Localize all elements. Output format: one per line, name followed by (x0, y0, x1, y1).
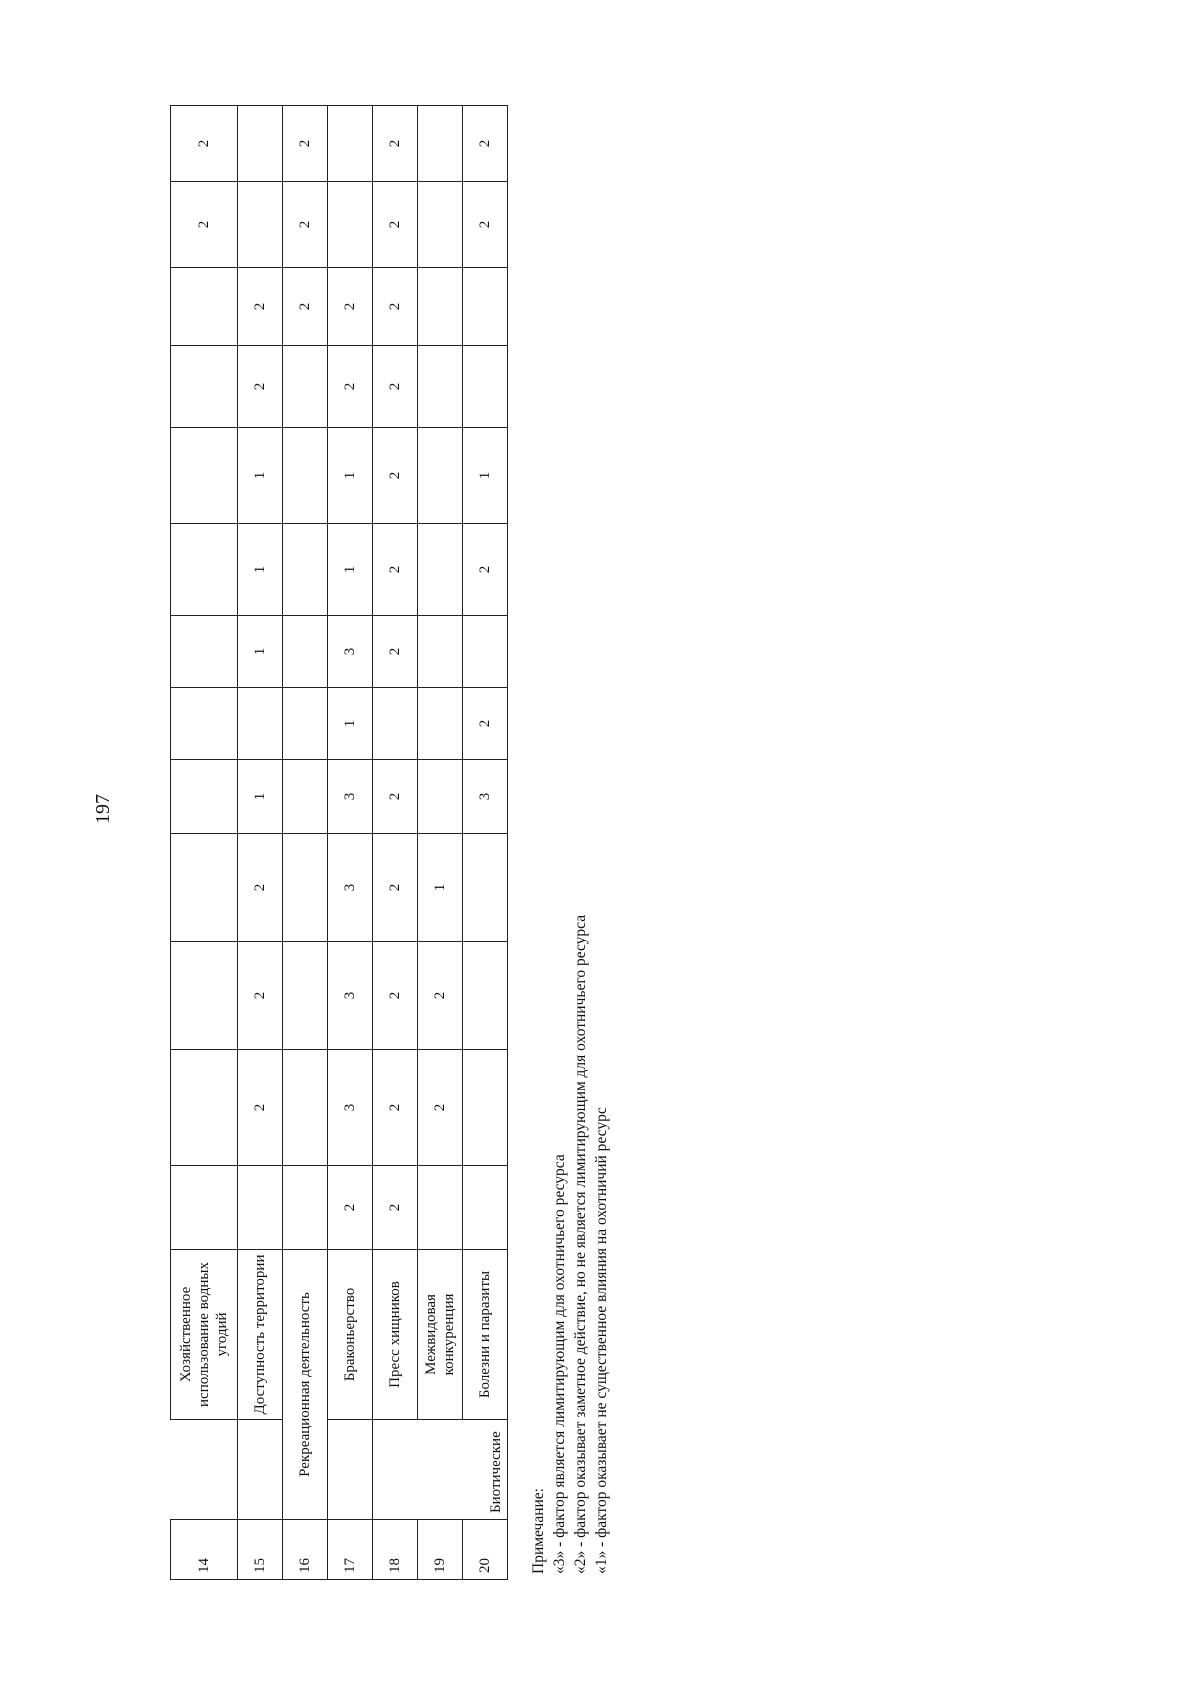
value-cell (417, 524, 462, 616)
value-cell: 1 (417, 834, 462, 942)
value-cell (462, 346, 507, 428)
value-cell: 1 (237, 760, 282, 834)
value-cell (282, 688, 327, 760)
value-cell (282, 1166, 327, 1250)
value-cell (417, 760, 462, 834)
value-cell: 2 (372, 1050, 417, 1166)
value-cell: 2 (237, 834, 282, 942)
value-cell: 2 (327, 346, 372, 428)
value-cell: 2 (462, 524, 507, 616)
factor-name: Межвидовая конкуренция (417, 1250, 462, 1420)
factor-name: Рекреационная деятельность (282, 1250, 327, 1520)
factor-group (171, 1420, 238, 1520)
value-cell (417, 616, 462, 688)
value-cell: 2 (372, 616, 417, 688)
value-cell (282, 428, 327, 524)
value-cell (417, 346, 462, 428)
value-cell: 2 (417, 1050, 462, 1166)
factor-group (327, 1420, 372, 1520)
value-cell (171, 524, 238, 616)
rotated-page-content (92, 60, 630, 1580)
table-row (171, 106, 238, 1580)
value-cell (282, 616, 327, 688)
value-cell: 2 (372, 760, 417, 834)
factor-name: Болезни и паразиты (462, 1250, 507, 1420)
value-cell (417, 1166, 462, 1250)
value-cell: 2 (372, 1166, 417, 1250)
factors-table (170, 105, 508, 1580)
note-item: «2» - фактор оказывает заметное действие, но не является лимитирующим для охотничьего ресурса (572, 914, 589, 1574)
value-cell (171, 346, 238, 428)
value-cell: 2 (372, 182, 417, 268)
notes-heading: Примечание: (530, 1488, 547, 1574)
row-number: 16 (282, 1520, 327, 1580)
table-body (171, 106, 508, 1580)
table-row (417, 106, 462, 1580)
value-cell (282, 942, 327, 1050)
factor-name: Хозяйственное использование водных угодий (171, 1250, 238, 1420)
value-cell (462, 1050, 507, 1166)
page-number: 197 (92, 794, 114, 824)
value-cell: 2 (462, 106, 507, 182)
value-cell: 1 (327, 428, 372, 524)
value-cell: 2 (372, 524, 417, 616)
value-cell: 3 (327, 616, 372, 688)
value-cell (417, 268, 462, 346)
factor-name: Браконьерство (327, 1250, 372, 1420)
value-cell: 2 (282, 268, 327, 346)
value-cell: 1 (237, 524, 282, 616)
value-cell: 2 (282, 106, 327, 182)
value-cell (171, 760, 238, 834)
value-cell (171, 834, 238, 942)
notes (528, 374, 612, 1574)
value-cell: 2 (171, 106, 238, 182)
table-row (237, 106, 282, 1580)
row-number: 20 (462, 1520, 507, 1580)
factor-group: Биотические (372, 1420, 507, 1520)
value-cell: 1 (462, 428, 507, 524)
value-cell (171, 616, 238, 688)
value-cell (171, 688, 238, 760)
value-cell: 2 (237, 346, 282, 428)
value-cell (282, 760, 327, 834)
value-cell: 3 (327, 834, 372, 942)
value-cell: 1 (237, 616, 282, 688)
table-row (282, 106, 327, 1580)
value-cell (171, 268, 238, 346)
value-cell (417, 106, 462, 182)
factor-group (237, 1420, 282, 1520)
value-cell (282, 524, 327, 616)
value-cell (462, 942, 507, 1050)
value-cell: 2 (372, 268, 417, 346)
table-row (462, 106, 507, 1580)
value-cell (237, 1166, 282, 1250)
value-cell (237, 106, 282, 182)
value-cell (282, 834, 327, 942)
value-cell (462, 834, 507, 942)
value-cell: 3 (327, 1050, 372, 1166)
note-item: «3» - фактор является лимитирующим для охотничьего ресурса (551, 1154, 568, 1574)
factor-name: Пресс хищников (372, 1250, 417, 1420)
value-cell: 2 (237, 942, 282, 1050)
value-cell: 3 (327, 760, 372, 834)
row-number: 14 (171, 1520, 238, 1580)
value-cell (417, 428, 462, 524)
row-number: 18 (372, 1520, 417, 1580)
factor-name: Доступность территории (237, 1250, 282, 1420)
value-cell: 2 (462, 182, 507, 268)
row-number: 17 (327, 1520, 372, 1580)
value-cell (327, 106, 372, 182)
value-cell: 2 (237, 268, 282, 346)
table-row (327, 106, 372, 1580)
value-cell (237, 182, 282, 268)
value-cell (417, 688, 462, 760)
value-cell: 2 (462, 688, 507, 760)
value-cell: 2 (327, 268, 372, 346)
value-cell (282, 1050, 327, 1166)
value-cell (282, 346, 327, 428)
value-cell: 2 (282, 182, 327, 268)
value-cell: 2 (417, 942, 462, 1050)
value-cell: 3 (462, 760, 507, 834)
value-cell: 2 (372, 428, 417, 524)
value-cell (171, 942, 238, 1050)
value-cell (171, 428, 238, 524)
row-number: 15 (237, 1520, 282, 1580)
row-number: 19 (417, 1520, 462, 1580)
value-cell (171, 1166, 238, 1250)
value-cell (171, 1050, 238, 1166)
value-cell (462, 268, 507, 346)
value-cell: 2 (372, 834, 417, 942)
value-cell (462, 1166, 507, 1250)
value-cell (417, 182, 462, 268)
value-cell: 1 (237, 428, 282, 524)
value-cell: 2 (171, 182, 238, 268)
value-cell: 1 (327, 524, 372, 616)
value-cell (372, 688, 417, 760)
value-cell: 2 (327, 1166, 372, 1250)
value-cell: 3 (327, 942, 372, 1050)
value-cell: 1 (327, 688, 372, 760)
value-cell: 2 (372, 346, 417, 428)
value-cell (327, 182, 372, 268)
table-row (372, 106, 417, 1580)
note-item: «1» - фактор оказывает не существенное влияния на охотничий ресурс (593, 1107, 610, 1574)
value-cell: 2 (372, 942, 417, 1050)
value-cell: 2 (372, 106, 417, 182)
value-cell: 2 (237, 1050, 282, 1166)
value-cell (237, 688, 282, 760)
value-cell (462, 616, 507, 688)
